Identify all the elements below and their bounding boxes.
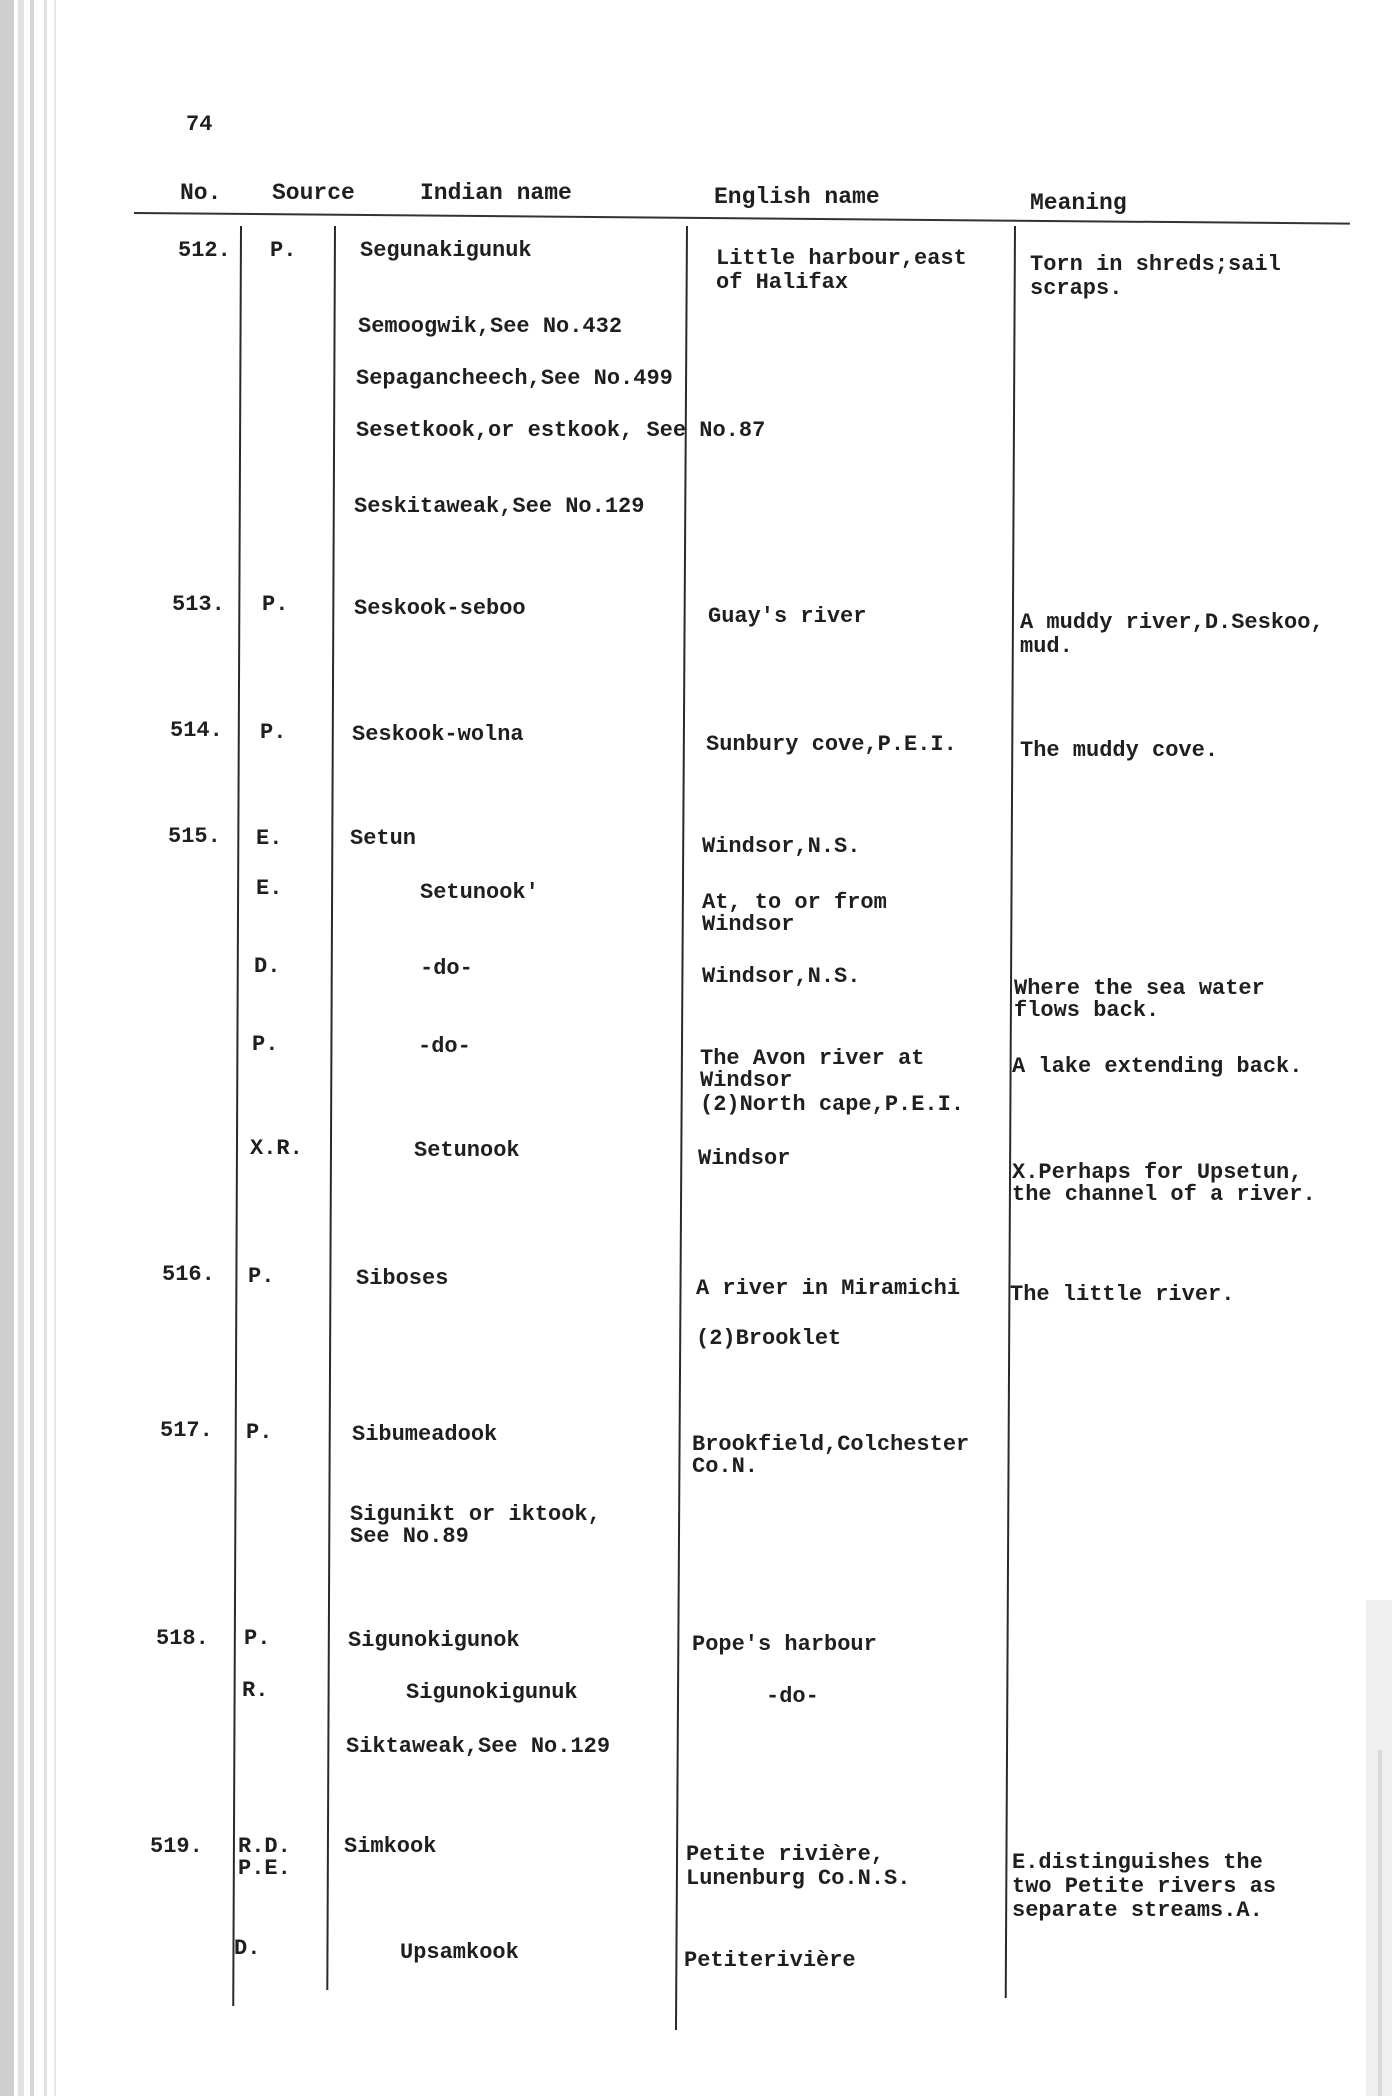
meaning: scraps. [1030,276,1123,301]
meaning: mud. [1020,634,1073,659]
english-name: Co.N. [692,1454,759,1479]
english-name: Petite rivière, [686,1842,885,1867]
meaning: Where the sea water [1014,976,1265,1001]
english-name: The Avon river at [700,1046,925,1071]
header-indian-name: Indian name [420,180,572,206]
meaning: Torn in shreds;sail [1030,252,1281,277]
entry-number: 517. [160,1418,213,1443]
entry-source: P. [246,1420,273,1445]
meaning: separate streams.A. [1012,1898,1263,1923]
cross-reference: Sesetkook,or estkook, See No.87 [356,418,766,443]
english-name: Brookfield,Colchester [692,1432,970,1457]
page-number: 74 [186,112,213,137]
page-stack-edge [30,0,34,2096]
indian-name: Siboses [356,1266,449,1291]
cross-reference: Seskitaweak,See No.129 [354,494,645,519]
entry-source: R. [242,1678,269,1703]
indian-name: Seskook-wolna [352,722,524,747]
meaning: two Petite rivers as [1012,1874,1277,1899]
indian-name: Sibumeadook [352,1422,498,1447]
entry-source: X.R. [250,1136,303,1161]
meaning: flows back. [1014,998,1160,1023]
english-name: Guay's river [708,604,867,629]
indian-name: Sigunokigunuk [406,1680,578,1705]
cross-reference: Sepagancheech,See No.499 [356,366,673,391]
english-name: Windsor,N.S. [702,964,861,989]
meaning: X.Perhaps for Upsetun, [1012,1160,1303,1185]
page-right-edge [1378,1750,1382,2096]
entry-source: P. [260,720,287,745]
indian-name: Setunook' [420,880,539,905]
english-name: At, to or from [702,890,887,915]
cross-reference: Sigunikt or iktook, [350,1502,601,1527]
english-name: Windsor [698,1146,791,1171]
english-name: Windsor [700,1068,793,1093]
indian-name: -do- [418,1034,471,1059]
english-name: (2)North cape,P.E.I. [700,1092,965,1117]
page-stack-edge [18,0,24,2096]
indian-name: Upsamkook [400,1940,519,1965]
english-name: (2)Brooklet [696,1326,842,1351]
entry-source: P. [262,592,289,617]
entry-source: P. [252,1032,279,1057]
column-rule [326,226,336,1990]
header-meaning: Meaning [1030,190,1127,216]
cross-reference: Siktaweak,See No.129 [346,1734,611,1759]
entry-source: E. [256,826,283,851]
meaning: the channel of a river. [1012,1182,1316,1207]
english-name: of Halifax [716,270,849,295]
entry-number: 516. [162,1262,215,1287]
indian-name: Segunakigunuk [360,238,532,263]
entry-number: 514. [170,718,223,743]
english-name: Sunbury cove,P.E.I. [706,732,957,757]
header-no: No. [180,180,222,206]
entry-source: P. [270,238,297,263]
cross-reference: Semoogwik,See No.432 [358,314,623,339]
indian-name: -do- [420,956,473,981]
meaning: The little river. [1010,1282,1235,1307]
page-stack-edge [44,0,47,2096]
meaning: A muddy river,D.Seskoo, [1020,610,1324,635]
header-english-name: English name [714,184,880,210]
entry-number: 515. [168,824,221,849]
header-source: Source [272,180,355,206]
entry-source: E. [256,876,283,901]
meaning: A lake extending back. [1012,1054,1303,1079]
entry-source: D. [234,1936,261,1961]
english-name: Lunenburg Co.N.S. [686,1866,911,1891]
english-name: Pope's harbour [692,1632,877,1657]
english-name: Little harbour,east [716,246,967,271]
indian-name: Setunook [414,1138,520,1163]
entry-source: P. [248,1264,275,1289]
indian-name: Setun [350,826,417,851]
page-stack-edge [0,0,14,2096]
entry-source: R.D. [238,1834,291,1859]
column-rule [232,226,242,2006]
english-name: Windsor,N.S. [702,834,861,859]
entry-source: D. [254,954,281,979]
english-name: -do- [766,1684,819,1709]
indian-name: Seskook-seboo [354,596,526,621]
english-name: A river in Miramichi [696,1276,961,1301]
entry-source: P. [244,1626,271,1651]
column-rule [675,226,688,2030]
header-rule [134,212,1350,225]
english-name: Petiterivière [684,1948,856,1973]
meaning: E.distinguishes the [1012,1850,1263,1875]
meaning: The muddy cove. [1020,738,1219,763]
cross-reference: See No.89 [350,1524,469,1549]
entry-number: 518. [156,1626,209,1651]
column-rule [1005,226,1016,1998]
indian-name: Simkook [344,1834,437,1859]
entry-number: 519. [150,1834,203,1859]
page-stack-edge [54,0,56,2096]
english-name: Windsor [702,912,795,937]
entry-number: 513. [172,592,225,617]
entry-source: P.E. [238,1856,291,1881]
entry-number: 512. [178,238,231,263]
indian-name: Sigunokigunok [348,1628,520,1653]
